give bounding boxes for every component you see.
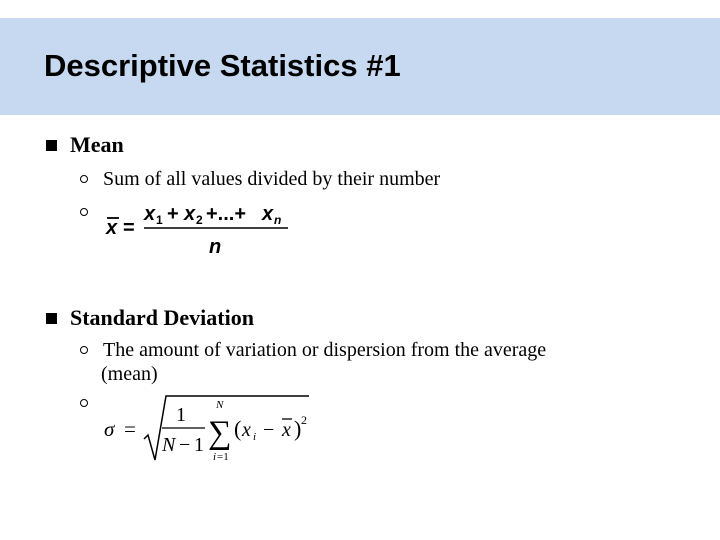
- mean-denominator: n: [209, 236, 222, 258]
- mean-lhs-x: x: [106, 217, 118, 239]
- mean-num-dots: +...+: [206, 203, 247, 225]
- std-frac-den-N: N: [162, 434, 176, 456]
- square-bullet-icon: [46, 313, 57, 324]
- mean-num-xn: x: [262, 203, 274, 225]
- std-xbar: x: [282, 419, 291, 441]
- std-minus: −: [263, 419, 275, 441]
- circle-bullet-icon: [80, 399, 88, 407]
- square-bullet-icon: [46, 140, 57, 151]
- std-sum-lower-eq: =1: [217, 451, 229, 463]
- circle-bullet-icon: [80, 175, 88, 183]
- std-description: The amount of variation or dispersion from the average: [103, 339, 547, 361]
- mean-num-sub1: 1: [156, 213, 163, 227]
- bullet-heading-std: Standard Deviation: [70, 305, 254, 330]
- mean-description: Sum of all values divided by their number: [103, 168, 441, 190]
- std-sum-lower-i: i: [213, 451, 217, 463]
- std-frac-den-one: 1: [194, 434, 204, 456]
- mean-formula: [104, 198, 304, 260]
- std-sum-upper: N: [216, 399, 224, 411]
- std-frac-num: 1: [176, 404, 186, 426]
- mean-equals: =: [123, 217, 135, 239]
- bullet-heading-mean: Mean: [70, 132, 124, 157]
- mean-num-subn: n: [274, 213, 282, 227]
- std-open-paren: (: [234, 416, 242, 441]
- circle-bullet-icon: [80, 208, 88, 216]
- std-xi: x: [242, 419, 251, 441]
- mean-num-plus: +: [167, 203, 179, 225]
- slide-title: Descriptive Statistics #1: [44, 48, 401, 83]
- std-frac-den-minus: −: [179, 434, 191, 456]
- std-description-cont: (mean): [101, 363, 158, 385]
- std-lhs-sigma: σ: [104, 417, 115, 441]
- mean-num-sub2: 2: [196, 213, 203, 227]
- circle-bullet-icon: [80, 346, 88, 354]
- std-power: 2: [301, 413, 307, 427]
- sum-sigma-icon: ∑: [208, 415, 232, 451]
- mean-num-x2: x: [184, 203, 196, 225]
- std-xi-sub: i: [253, 431, 257, 443]
- mean-num-x1: x: [144, 203, 156, 225]
- std-equals: =: [124, 417, 136, 441]
- std-close-paren: ): [294, 416, 302, 441]
- std-formula: [104, 390, 324, 470]
